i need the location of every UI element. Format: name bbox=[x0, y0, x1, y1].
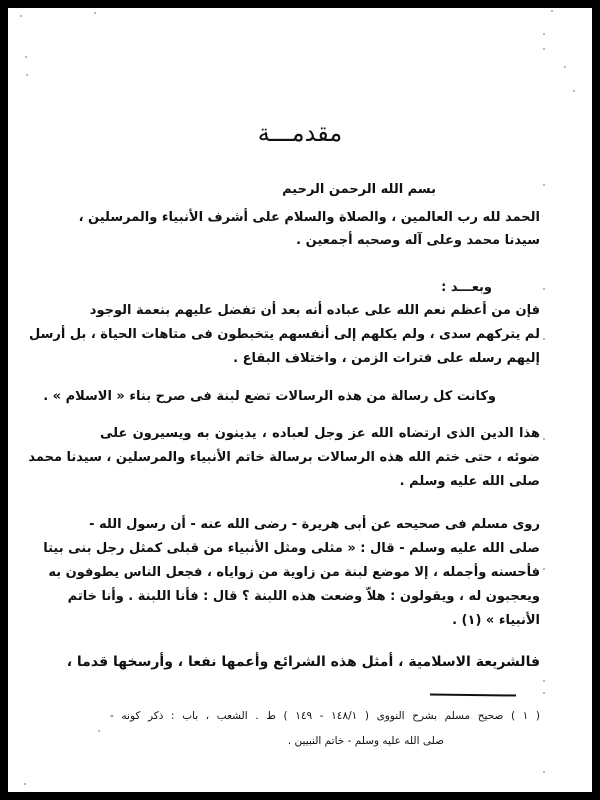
paragraph-line: الحمد لله رب العالمين ، والصلاة والسلام على أشرف الأنبياء والمرسلين ، bbox=[78, 210, 540, 225]
footnote-line: ( ١ ) صحيح مسلم بشرح النووى ( ١٤٨/١ - ١٤٩ ) ط . الشعب ، باب : ذكر كونه - bbox=[110, 710, 541, 722]
scan-speck bbox=[98, 730, 100, 732]
scan-speck bbox=[543, 184, 545, 186]
paragraph-line: هذا الدين الذى ارتضاه الله عز وجل لعباده ، يدينون به ويسيرون على bbox=[100, 426, 540, 441]
scan-speck bbox=[564, 66, 566, 68]
scan-speck bbox=[94, 12, 96, 14]
paragraph-line: وكانت كل رسالة من هذه الرسالات تضع لبنة فى صرح بناء « الاسلام » . bbox=[43, 389, 496, 404]
paragraph-line: لم يتركهم سدى ، ولم يكلهم إلى أنفسهم يتخبطون فى متاهات الحياة ، بل أرسل bbox=[28, 327, 540, 342]
scan-speck bbox=[573, 90, 575, 92]
scan-speck bbox=[20, 15, 22, 17]
scan-speck bbox=[543, 771, 545, 773]
paragraph-line: صلى الله عليه وسلم - قال : « مثلى ومثل الأنبياء من قبلى كمثل رجل بنى بيتا bbox=[43, 541, 540, 556]
footnote-separator bbox=[430, 693, 516, 696]
basmala: بسم الله الرحمن الرحيم bbox=[282, 182, 436, 197]
scan-speck bbox=[24, 783, 26, 785]
scan-speck bbox=[543, 48, 545, 50]
paragraph-line: ويعجبون له ، ويقولون : هلاّ وضعت هذه اللبنة ؟ قال : فأنا اللبنة . وأنا خاتم bbox=[67, 589, 540, 604]
paragraph-line: فالشريعة الاسلامية ، أمثل هذه الشرائع وأعمها نفعا ، وأرسخها قدما ، bbox=[66, 654, 540, 670]
paragraph-line: سيدنا محمد وعلى آله وصحبه أجمعين . bbox=[296, 233, 540, 248]
scan-speck bbox=[543, 568, 545, 570]
section-heading: وبعـــد : bbox=[441, 280, 492, 295]
footnote-line: صلى الله عليه وسلم - خاتم النبيين . bbox=[287, 735, 444, 747]
paragraph-line: فإن من أعظم نعم الله على عباده أنه بعد أن تفضل عليهم بنعمة الوجود bbox=[89, 303, 540, 318]
scan-speck bbox=[26, 74, 28, 76]
paragraph-line: إليهم رسله على فترات الزمن ، واختلاف البقاع . bbox=[233, 351, 540, 366]
scan-speck bbox=[543, 33, 545, 35]
paragraph-line: فأحسنه وأجمله ، إلا موضع لبنة من زاوية من زواياه ، فجعل الناس يطوفون به bbox=[48, 565, 540, 580]
scan-speck bbox=[543, 692, 545, 694]
scan-speck bbox=[543, 288, 545, 290]
paragraph-line: الأنبياء » (١) . bbox=[452, 613, 540, 628]
scan-speck bbox=[543, 338, 545, 340]
paragraph-line: ضوئه ، حتى ختم الله هذه الرسالات برسالة خاتم الأنبياء والمرسلين ، سيدنا محمد bbox=[28, 450, 540, 465]
paragraph-line: صلى الله عليه وسلم . bbox=[399, 474, 540, 489]
document-page bbox=[8, 8, 592, 792]
scan-speck bbox=[543, 438, 545, 440]
scan-speck bbox=[543, 680, 545, 682]
scan-speck bbox=[25, 56, 27, 58]
scan-speck bbox=[551, 10, 553, 12]
paragraph-line: روى مسلم فى صحيحه عن أبى هريرة - رضى الله عنه - أن رسول الله - bbox=[89, 517, 540, 532]
page-title: مقدمـــة bbox=[257, 119, 343, 147]
